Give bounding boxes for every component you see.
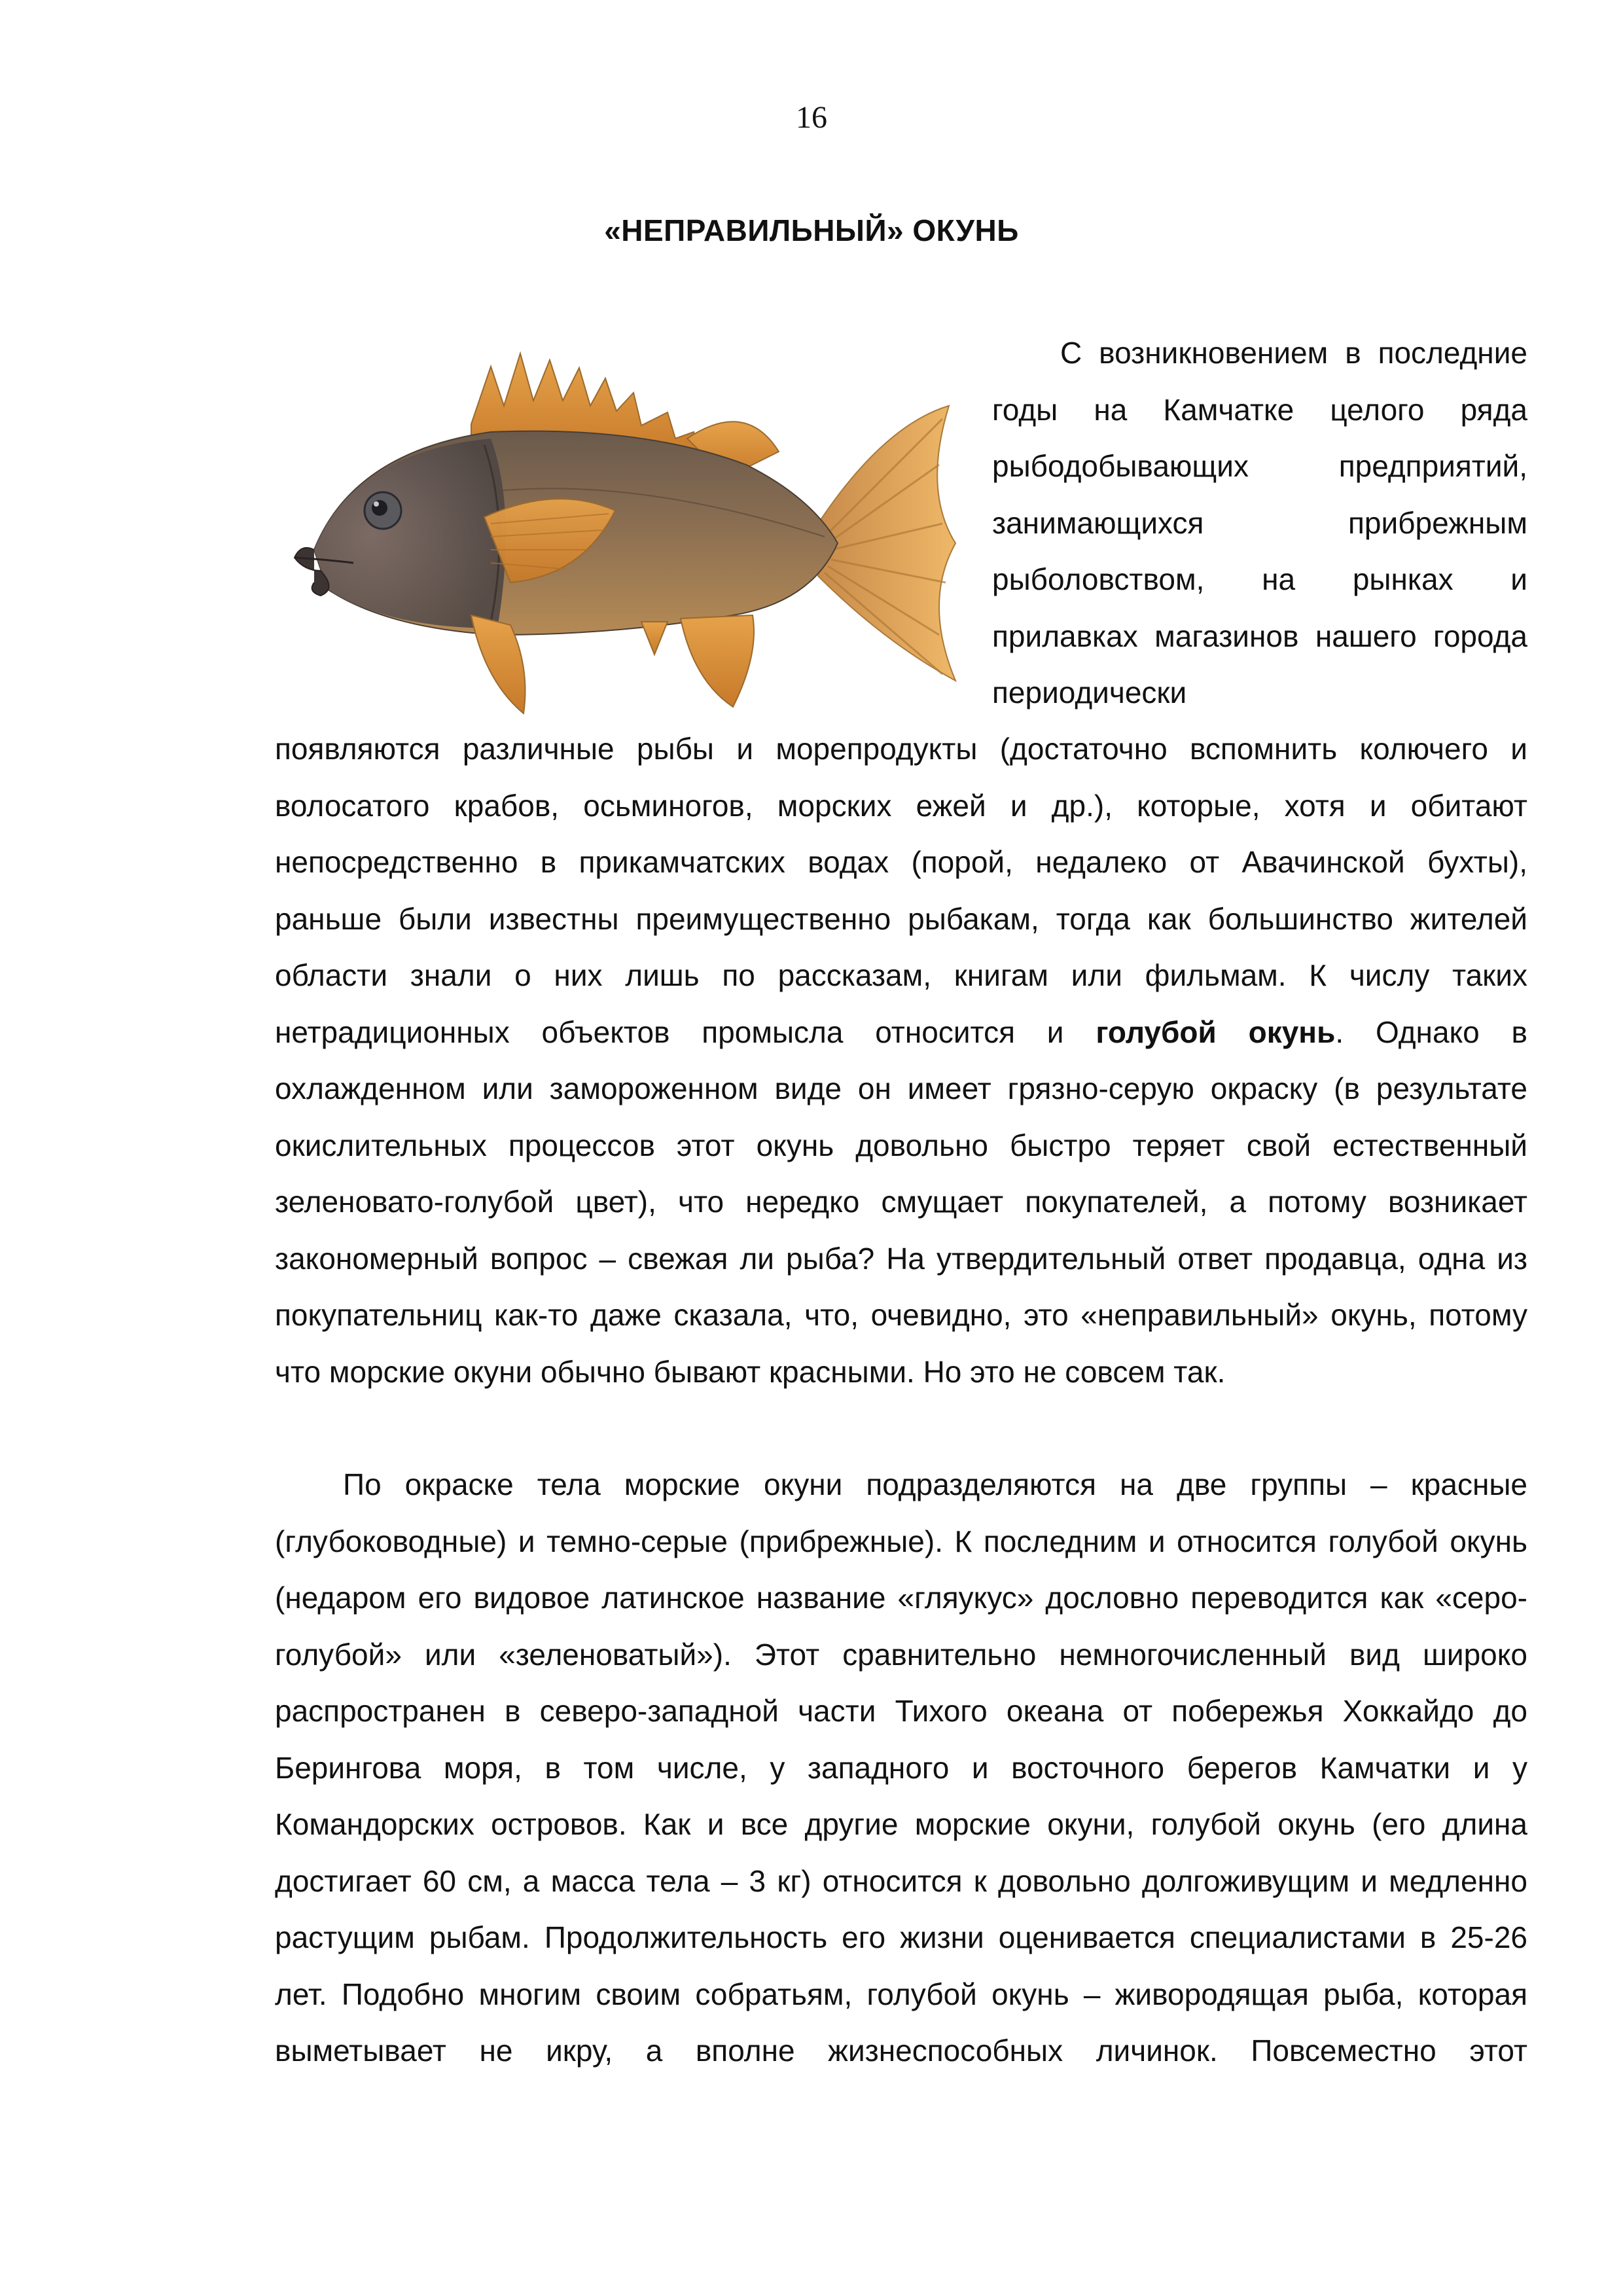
- article-title: «НЕПРАВИЛЬНЫЙ» ОКУНЬ: [604, 213, 1019, 247]
- intro-paragraph-main: [275, 721, 1527, 1400]
- intro-text-before-bold: появляются различные рыбы и морепродукты (достаточно вспомнить колючего и волосатого крабов, осьминогов, морских ежей и др.), которые, хотя и обитают непосредственно в прикамчатских водах (порой, недалеко от Авачинской бухты), раньше были известны преимущественно рыбакам, тогда как большинство жителей области знали о них лишь по рассказам, книгам или фильмам. К числу таких нетрадиционных объектов промысла относится и: [275, 732, 1527, 1049]
- intro-paragraph-side: С возникновением в последние годы на Камчатке целого ряда рыбодобывающих предприятий, занимающихся прибрежным рыболовством, на рынках и прилавках магазинов нашего города периодически: [992, 336, 1527, 709]
- intro-text-after-bold: . Однако в охлажденном или замороженном виде он имеет грязно-серую окраску (в результате окислительных процессов этот окунь довольно быстро теряет свой естественный зеленовато-голубой цвет), что нередко смущает покупателей, а потому возникает закономерный вопрос – свежая ли рыба? На утвердительный ответ продавца, одна из покупательниц как-то даже сказала, что, очевидно, это «неправильный» окунь, потому что морские окуни обычно бывают красными. Но это не совсем так.: [275, 1014, 1527, 1389]
- rockfish-illustration: [275, 327, 969, 733]
- second-paragraph: По окраске тела морские окуни подразделяются на две группы – красные (глубоководные) и темно-серые (прибрежные). К последним и относится голубой окунь (недаром его видовое латинское название «гляукус» дословно переводится как «серо-голубой» или «зеленоватый»). Этот сравнительно немногочисленный вид широко распространен в северо-западной части Тихого океана от побережья Хоккайдо до Берингова моря, в том числе, у западного и восточного берегов Камчатки и у Командорских островов. Как и все другие морские окуни, голубой окунь (его длина достигает 60 см, а масса тела – 3 кг) относится к довольно долгоживущим и медленно растущим рыбам. Продолжительность его жизни оценивается специалистами в 25-26 лет. Подобно многим своим собратьям, голубой окунь – живородящая рыба, которая выметывает не икру, а вполне жизнеспособных личинок. Повсеместно этот: [275, 1467, 1527, 2068]
- page-number: 16: [796, 100, 827, 135]
- highlighted-fish-name: голубой окунь: [1096, 1014, 1336, 1049]
